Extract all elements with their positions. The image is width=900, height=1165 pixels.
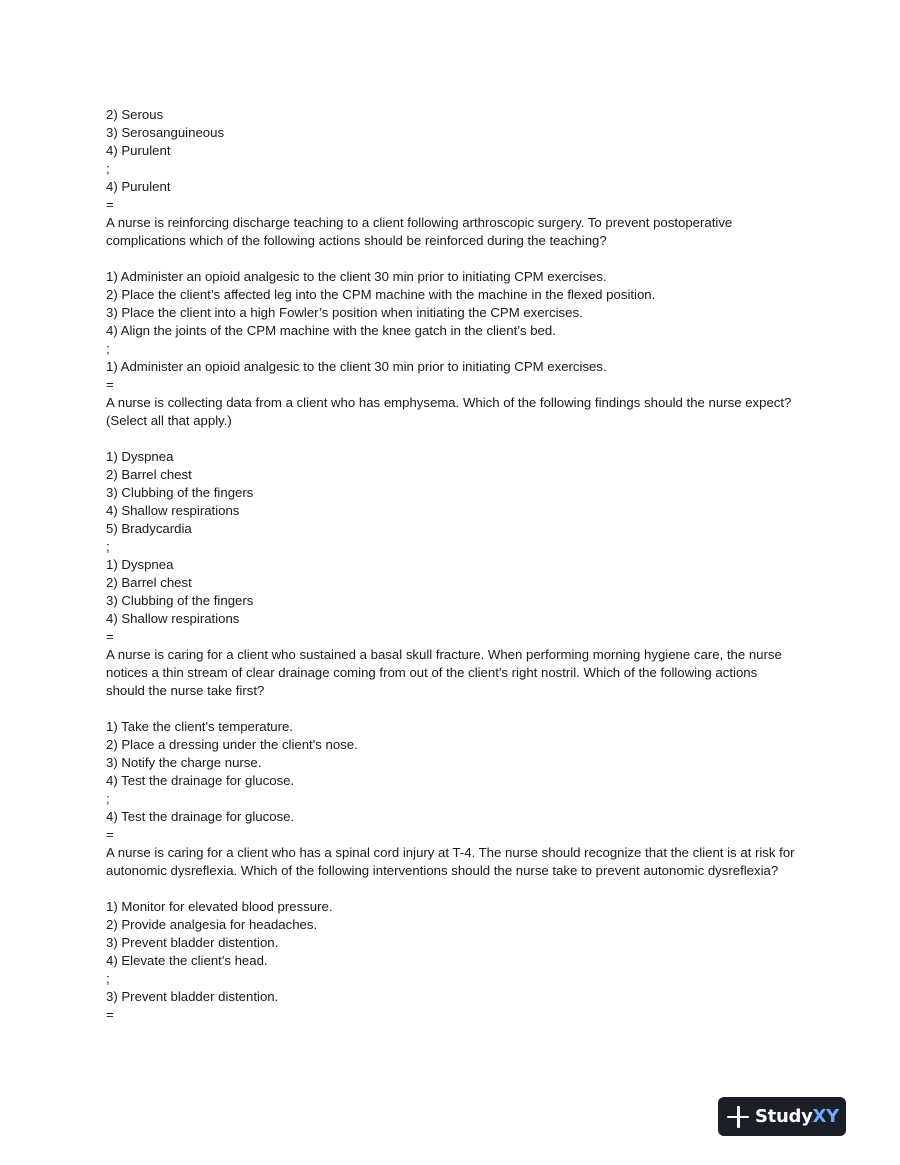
text-line: 2) Serous bbox=[106, 107, 164, 122]
text-line: = bbox=[106, 827, 114, 842]
text-line: 2) Barrel chest bbox=[106, 575, 192, 590]
brand-name-accent: XY bbox=[812, 1106, 839, 1127]
question-stem: A nurse is caring for a client who sustained a basal skull fracture. When performing morning hygiene care, the nurse notices a thin stream of clear drainage coming from out of the client's right nostril. Which of the following actions should the nurse take first? bbox=[106, 647, 782, 698]
text-line: 5) Bradycardia bbox=[106, 521, 192, 536]
text-line: 1) Dyspnea bbox=[106, 449, 174, 464]
text-line: 1) Monitor for elevated blood pressure. bbox=[106, 899, 333, 914]
blank-line bbox=[106, 250, 796, 268]
plus-icon bbox=[727, 1106, 749, 1128]
text-line: 4) Test the drainage for glucose. bbox=[106, 773, 295, 788]
question-stem: A nurse is reinforcing discharge teaching to a client following arthroscopic surgery. To prevent postoperative complications which of the following actions should be reinforced during the teaching? bbox=[106, 215, 733, 248]
text-line: = bbox=[106, 629, 114, 644]
text-line: = bbox=[106, 1007, 114, 1022]
blank-line bbox=[106, 430, 796, 448]
document-body bbox=[106, 106, 796, 1024]
text-line: ; bbox=[106, 971, 110, 986]
text-line: 4) Shallow respirations bbox=[106, 503, 240, 518]
text-line: 4) Purulent bbox=[106, 143, 171, 158]
text-line: ; bbox=[106, 161, 110, 176]
text-line: ; bbox=[106, 791, 110, 806]
text-line: 3) Clubbing of the fingers bbox=[106, 485, 254, 500]
text-line: 1) Administer an opioid analgesic to the client 30 min prior to initiating CPM exercises. bbox=[106, 269, 607, 284]
text-line: 2) Place a dressing under the client's nose. bbox=[106, 737, 358, 752]
text-line: 4) Shallow respirations bbox=[106, 611, 240, 626]
brand-name-main: Study bbox=[755, 1106, 813, 1127]
text-line: 3) Serosanguineous bbox=[106, 125, 225, 140]
question-stem: A nurse is collecting data from a client who has emphysema. Which of the following findings should the nurse expect? (Select all that apply.) bbox=[106, 395, 792, 428]
blank-line bbox=[106, 880, 796, 898]
text-line: 2) Place the client’s affected leg into the CPM machine with the machine in the flexed position. bbox=[106, 287, 656, 302]
question-stem: A nurse is caring for a client who has a spinal cord injury at T-4. The nurse should recognize that the client is at risk for autonomic dysreflexia. Which of the following interventions should the nurse take to prevent autonomic dysreflexia? bbox=[106, 845, 795, 878]
text-line: ; bbox=[106, 539, 110, 554]
text-line: 3) Place the client into a high Fowler’s position when initiating the CPM exercises. bbox=[106, 305, 583, 320]
text-line: 4) Elevate the client's head. bbox=[106, 953, 268, 968]
text-line: 3) Prevent bladder distention. bbox=[106, 989, 279, 1004]
text-line: = bbox=[106, 197, 114, 212]
text-line: 2) Provide analgesia for headaches. bbox=[106, 917, 318, 932]
text-line: 4) Purulent bbox=[106, 179, 171, 194]
text-line: 2) Barrel chest bbox=[106, 467, 192, 482]
text-line: 3) Clubbing of the fingers bbox=[106, 593, 254, 608]
text-line: = bbox=[106, 377, 114, 392]
text-line: ; bbox=[106, 341, 110, 356]
text-line: 1) Dyspnea bbox=[106, 557, 174, 572]
brand-name bbox=[755, 1106, 839, 1127]
text-line: 3) Notify the charge nurse. bbox=[106, 755, 262, 770]
text-line: 1) Take the client's temperature. bbox=[106, 719, 293, 734]
studyxy-logo[interactable] bbox=[718, 1097, 846, 1136]
blank-line bbox=[106, 700, 796, 718]
text-line: 1) Administer an opioid analgesic to the client 30 min prior to initiating CPM exercises. bbox=[106, 359, 607, 374]
text-line: 3) Prevent bladder distention. bbox=[106, 935, 279, 950]
text-line: 4) Test the drainage for glucose. bbox=[106, 809, 295, 824]
text-line: 4) Align the joints of the CPM machine with the knee gatch in the client’s bed. bbox=[106, 323, 556, 338]
